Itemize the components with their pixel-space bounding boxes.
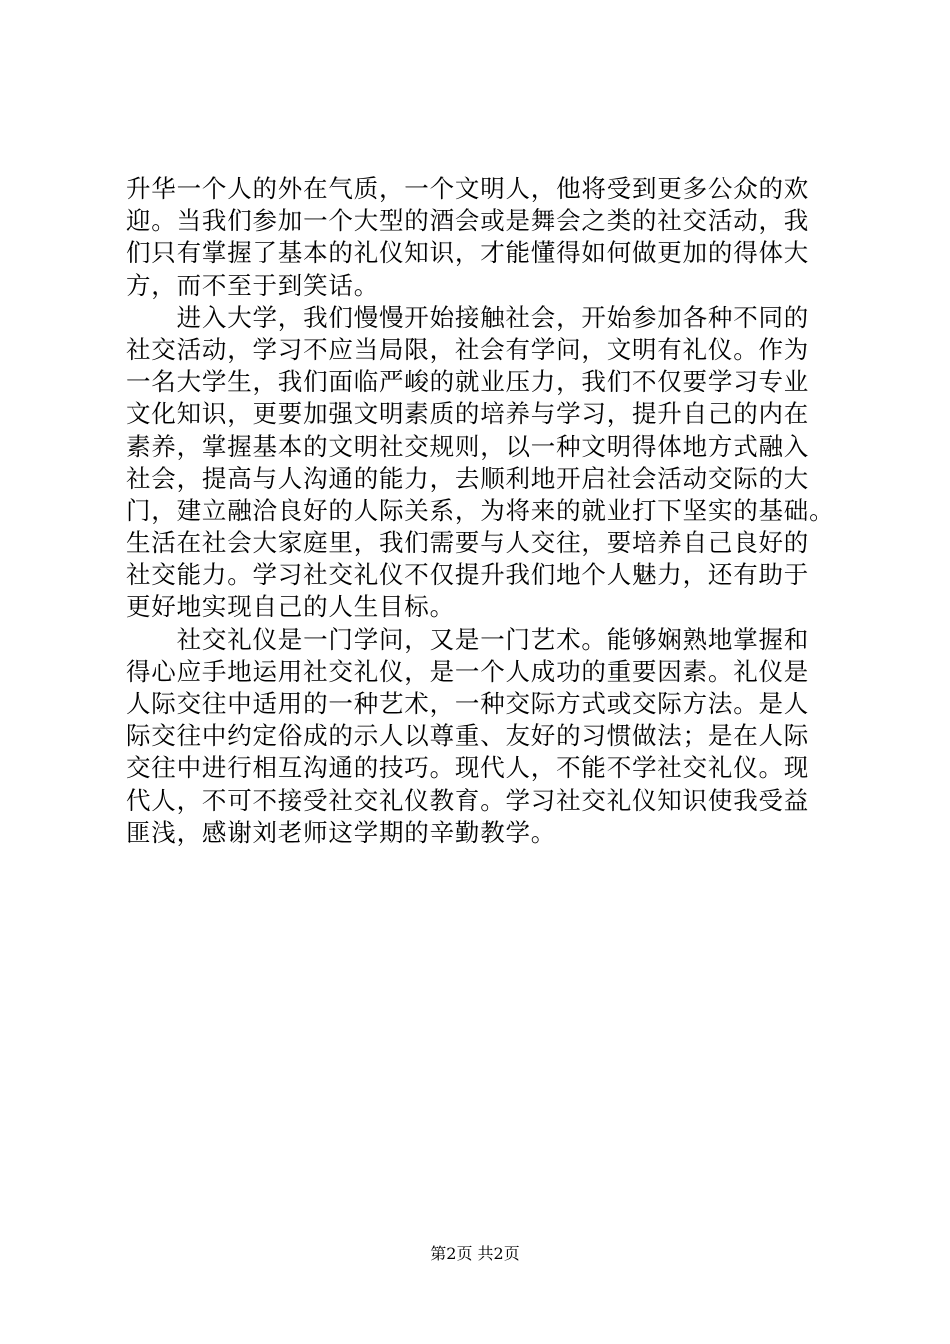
document-body bbox=[126, 173, 846, 849]
text-line: 人际交往中适用的一种艺术，一种交际方式或交际方法。是人 bbox=[126, 689, 810, 718]
text-line: 迎。当我们参加一个大型的酒会或是舞会之类的社交活动，我 bbox=[126, 206, 810, 236]
text-line: 际交往中约定俗成的示人以尊重、友好的习惯做法；是在人际 bbox=[126, 721, 810, 751]
text-line: 们只有掌握了基本的礼仪知识，才能懂得如何做更加的得体大 bbox=[126, 238, 810, 268]
text-line: 进入大学，我们慢慢开始接触社会，开始参加各种不同的 bbox=[126, 302, 810, 332]
text-line: 社会，提高与人沟通的能力，去顺利地开启社会活动交际的大 bbox=[126, 463, 810, 493]
text-line: 社交活动，学习不应当局限，社会有学问，文明有礼仪。作为 bbox=[126, 334, 810, 364]
text-line: 更好地实现自己的人生目标。 bbox=[126, 592, 455, 622]
text-line: 得心应手地运用社交礼仪，是一个人成功的重要因素。礼仪是 bbox=[126, 656, 810, 686]
text-line: 匪浅，感谢刘老师这学期的辛勤教学。 bbox=[126, 817, 557, 847]
text-line: 交往中进行相互沟通的技巧。现代人，不能不学社交礼仪。现 bbox=[126, 753, 810, 783]
text-line: 社交礼仪是一门学问，又是一门艺术。能够娴熟地掌握和 bbox=[126, 624, 810, 654]
text-line: 方，而不至于到笑话。 bbox=[126, 270, 379, 300]
text-line: 一名大学生，我们面临严峻的就业压力，我们不仅要学习专业 bbox=[126, 367, 810, 397]
text-line: 门，建立融洽良好的人际关系，为将来的就业打下坚实的基础。 bbox=[126, 495, 835, 525]
text-line: 社交能力。学习社交礼仪不仅提升我们地个人魅力，还有助于 bbox=[126, 560, 810, 590]
text-line: 文化知识，更要加强文明素质的培养与学习，提升自己的内在 bbox=[126, 399, 810, 429]
page-number: 第2页 共2页 bbox=[430, 1244, 520, 1263]
text-line: 升华一个人的外在气质，一个文明人，他将受到更多公众的欢 bbox=[126, 174, 810, 203]
text-line: 代人，不可不接受社交礼仪教育。学习社交礼仪知识使我受益 bbox=[126, 785, 810, 815]
text-line: 素养，掌握基本的文明社交规则，以一种文明得体地方式融入 bbox=[126, 431, 810, 461]
text-line: 生活在社会大家庭里，我们需要与人交往，要培养自己良好的 bbox=[126, 528, 810, 558]
